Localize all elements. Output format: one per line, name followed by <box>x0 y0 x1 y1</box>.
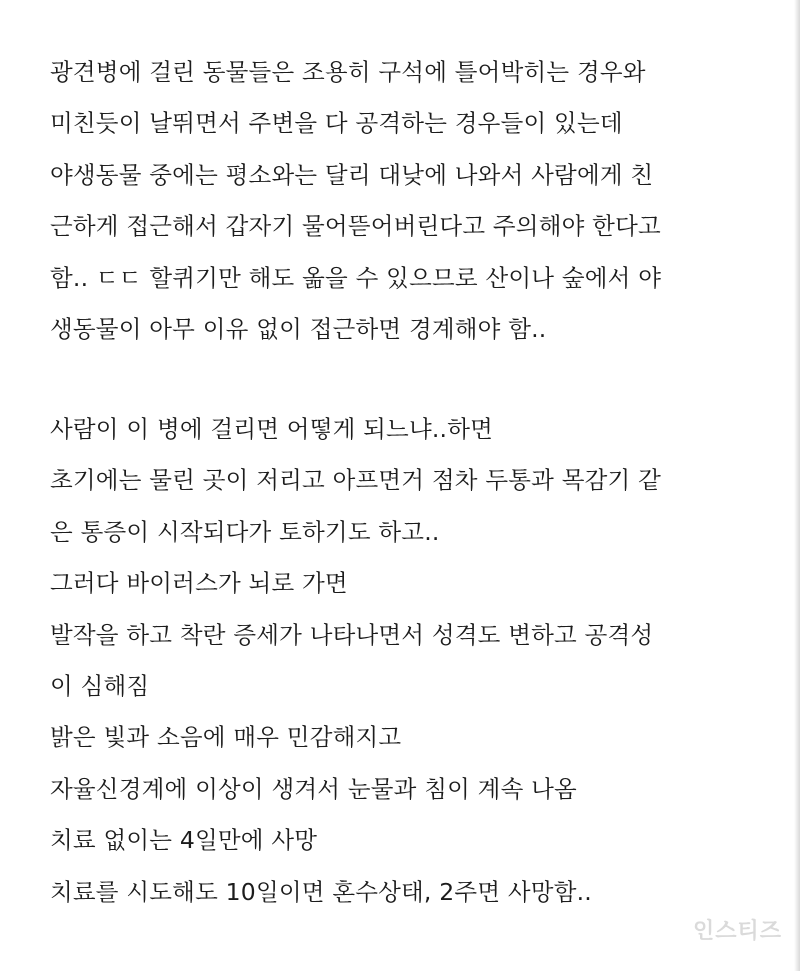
text-line: 치료를 시도해도 10일이면 혼수상태, 2주면 사망함.. <box>50 877 592 906</box>
text-line: 자율신경계에 이상이 생겨서 눈물과 침이 계속 나옴 <box>50 774 577 803</box>
text-line: 밝은 빛과 소음에 매우 민감해지고 <box>50 723 402 752</box>
text-line: 함.. ㄷㄷ 할퀴기만 해도 옮을 수 있으므로 산이나 숲에서 야 <box>50 263 662 292</box>
text-line: 사람이 이 병에 걸리면 어떻게 되느냐..하면 <box>50 415 494 443</box>
watermark-logo: 인스티즈 <box>692 919 782 944</box>
text-line: 치료 없이는 4일만에 사망 <box>50 826 318 855</box>
text-line: 이 심해짐 <box>50 671 150 700</box>
right-edge-shadow <box>794 0 800 971</box>
text-line: 초기에는 물린 곳이 저리고 아프면거 점차 두통과 목감기 같 <box>50 466 661 495</box>
text-line: 생동물이 아무 이유 없이 접근하면 경계해야 함.. <box>50 314 547 343</box>
text-line: 발작을 하고 착란 증세가 나타나면서 성격도 변하고 공격성 <box>50 620 654 649</box>
text-line: 미친듯이 날뛰면서 주변을 다 공격하는 경우들이 있는데 <box>50 109 623 138</box>
text-line: 은 통증이 시작되다가 토하기도 하고.. <box>50 517 440 546</box>
paragraph-rabies-animals <box>50 47 770 355</box>
text-line: 야생동물 중에는 평소와는 달리 대낮에 나와서 사람에게 친 <box>50 160 654 189</box>
text-line: 그러다 바이러스가 뇌로 가면 <box>50 569 348 598</box>
paragraph-rabies-humans <box>50 404 770 918</box>
text-line: 광견병에 걸린 동물들은 조용히 구석에 틀어박히는 경우와 <box>50 58 646 86</box>
text-line: 근하게 접근해서 갑자기 물어뜯어버린다고 주의해야 한다고 <box>50 212 661 241</box>
